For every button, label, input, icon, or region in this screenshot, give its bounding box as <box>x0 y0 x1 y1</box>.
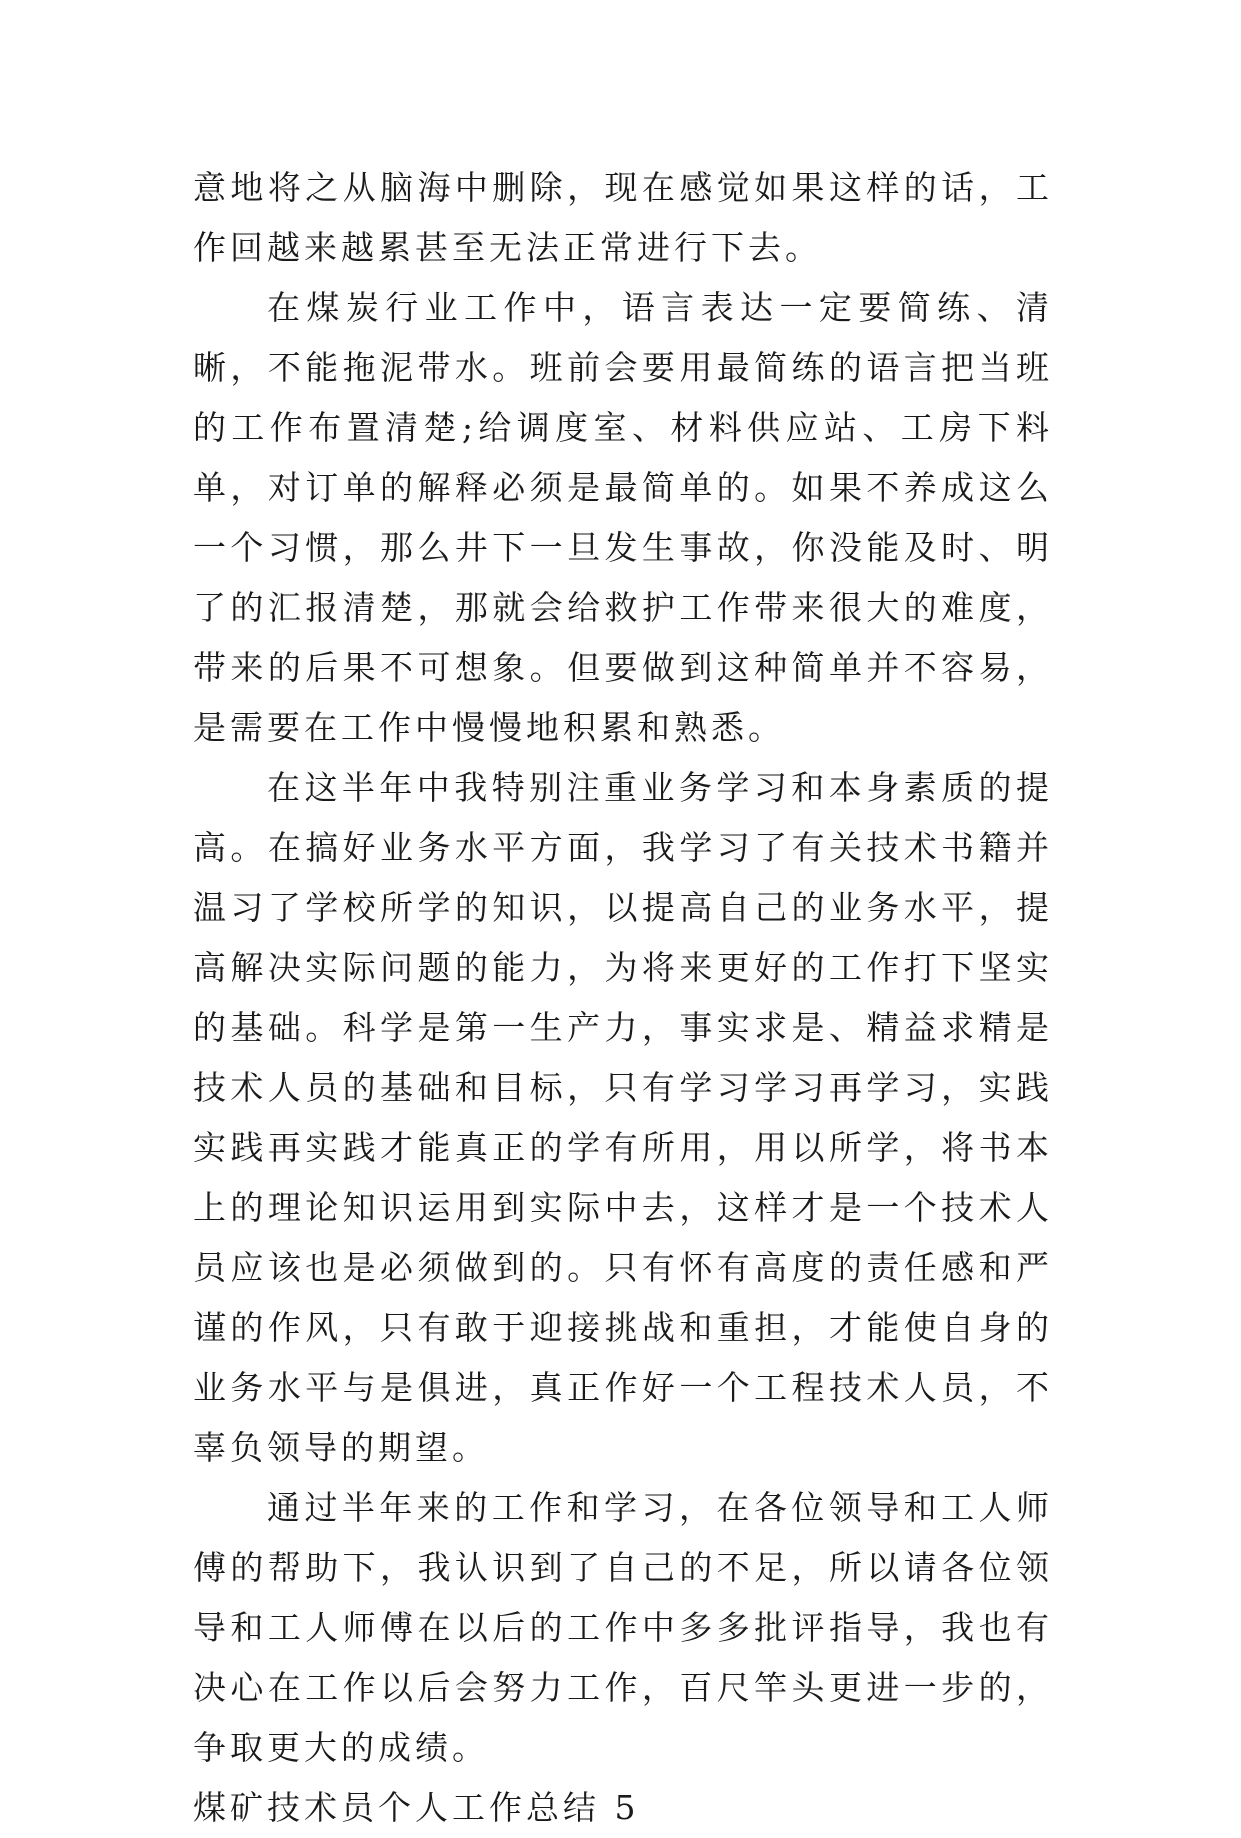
paragraph-4: 通过半年来的工作和学习，在各位领导和工人师傅的帮助下，我认识到了自己的不足，所以请各位领导和工人师傅在以后的工作中多多批评指导，我也有决心在工作以后会努力工作，百尺竿头更进一步的，争取更大的成绩。 <box>193 1488 1053 1767</box>
section-heading: 煤矿技术员个人工作总结 5 <box>193 1788 640 1827</box>
paragraph-1: 意地将之从脑海中删除，现在感觉如果这样的话，工作回越来越累甚至无法正常进行下去。 <box>193 168 1053 267</box>
document-body <box>193 158 1053 1838</box>
paragraph-2: 在煤炭行业工作中，语言表达一定要简练、清晰，不能拖泥带水。班前会要用最简练的语言把当班的工作布置清楚;给调度室、材料供应站、工房下料单，对订单的解释必须是最简单的。如果不养成这么一个习惯，那么井下一旦发生事故，你没能及时、明了的汇报清楚，那就会给救护工作带来很大的难度，带来的后果不可想象。但要做到这种简单并不容易，是需要在工作中慢慢地积累和熟悉。 <box>193 288 1053 747</box>
paragraph-3: 在这半年中我特别注重业务学习和本身素质的提高。在搞好业务水平方面，我学习了有关技术书籍并温习了学校所学的知识，以提高自己的业务水平，提高解决实际问题的能力，为将来更好的工作打下坚实的基础。科学是第一生产力，事实求是、精益求精是技术人员的基础和目标，只有学习学习再学习，实践实践再实践才能真正的学有所用，用以所学，将书本上的理论知识运用到实际中去，这样才是一个技术人员应该也是必须做到的。只有怀有高度的责任感和严谨的作风，只有敢于迎接挑战和重担，才能使自身的业务水平与是俱进，真正作好一个工程技术人员，不辜负领导的期望。 <box>193 768 1053 1467</box>
